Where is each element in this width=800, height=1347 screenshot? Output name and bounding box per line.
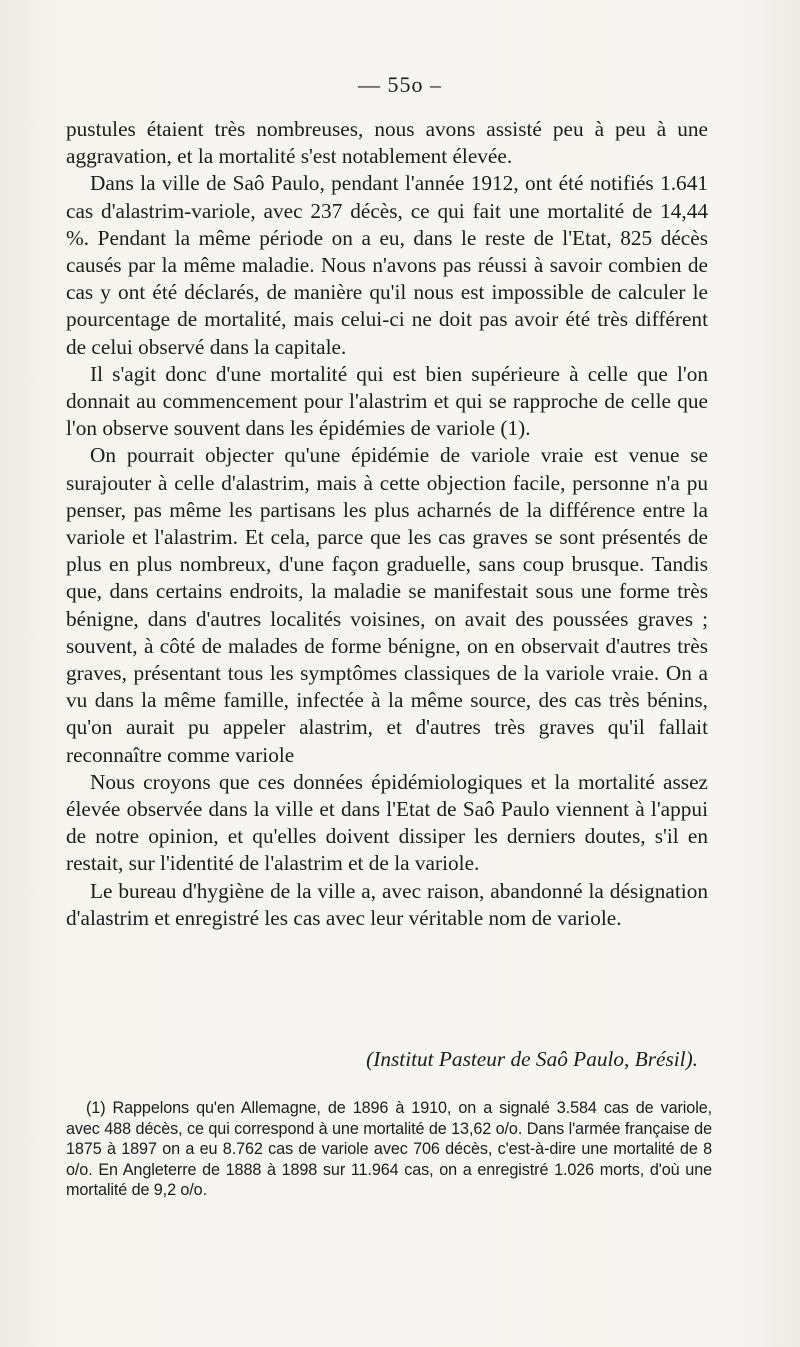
paragraph-continuation: pustules étaient très nombreuses, nous avons assisté peu à peu à une aggravation, et la mortalité s'est notablement élevée.	[66, 117, 708, 169]
paragraph-conclusion: Nous croyons que ces données épidémiologiques et la mortalité assez élevée observée dans la ville et dans l'Etat de Saô Paulo viennent à l'appui de notre opinion, et qu'elles doivent dissiper les derniers doutes, s'il en restait, sur l'identité de l'alastrim et de la variole.	[66, 769, 708, 876]
body-text	[66, 116, 708, 932]
paragraph-hygiene-bureau: Le bureau d'hygiène de la ville a, avec raison, abandonné la désignation d'alastrim et enregistré les cas avec leur véritable nom de variole.	[66, 878, 708, 930]
footnote-text: (1) Rappelons qu'en Allemagne, de 1896 à 1910, on a signalé 3.584 cas de variole, avec 488 décès, ce qui correspond à une mortalité de 13,62 o/o. Dans l'armée française de 1875 à 1897 on a eu 8.762 cas de variole avec 706 décès, c'est-à-dire une mortalité de 8 o/o. En Angleterre de 1888 à 1898 sur 11.964 cas, on a enregistré 1.026 morts, d'où une mortalité de 9,2 o/o.	[66, 1099, 712, 1200]
paragraph-objection: On pourrait objecter qu'une épidémie de variole vraie est venue se surajouter à celle d'alastrim, mais à cette objection facile, personne n'a pu penser, pas même les partisans les plus acharnés de la différence entre la variole et l'alastrim. Et cela, parce que les cas graves se sont présentés de plus en plus nombreux, d'une façon graduelle, sans coup brusque. Tandis que, dans certains endroits, la maladie se manifestait sous une forme très bénigne, dans d'autres localités voisines, on avait des poussées graves ; souvent, à côté de malades de forme bénigne, on en observait d'autres très graves, présentant tous les symptômes classiques de la variole vraie. On a vu dans la même famille, infectée à la même source, des cas très bénins, qu'on aurait pu appeler alastrim, et d'autres très graves qu'il fallait reconnaître comme variole	[66, 443, 708, 767]
paragraph-sao-paulo-1912: Dans la ville de Saô Paulo, pendant l'année 1912, ont été notifiés 1.641 cas d'alastrim-variole, avec 237 décès, ce qui fait une mortalité de 14,44 %. Pendant la même période on a eu, dans le reste de l'Etat, 825 décès causés par la même maladie. Nous n'avons pas réussi à savoir combien de cas y ont été déclarés, de manière qu'il nous est impossible de calculer le pourcentage de mortalité, mais celui-ci ne doit pas avoir été très différent de celui observé dans la capitale.	[66, 171, 708, 359]
footnote	[66, 1098, 712, 1201]
page-number: — 55o –	[358, 72, 442, 97]
institution-attribution: (Institut Pasteur de Saô Paulo, Brésil).	[366, 1047, 698, 1071]
paragraph-mortality-comparison: Il s'agit donc d'une mortalité qui est bien supérieure à celle que l'on donnait au commencement pour l'alastrim et qui se rapproche de celle que l'on observe souvent dans les épidémies de variole (1).	[66, 361, 708, 441]
